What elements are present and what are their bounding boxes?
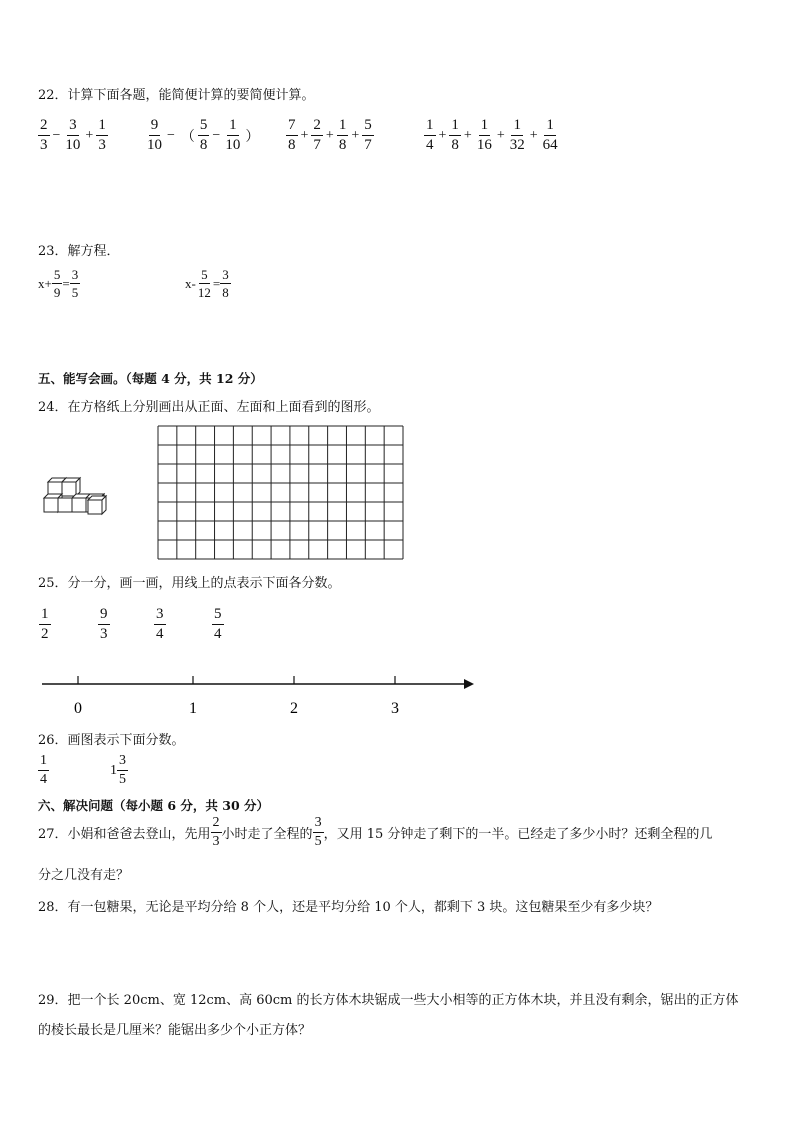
- fraction: $\frac{1}{8}$: [451, 117, 459, 153]
- q25-title: 25．分一分，画一画，用线上的点表示下面各分数。: [38, 576, 341, 591]
- q28-text: 28．有一包糖果，无论是平均分给 8 个人，还是平均分给 10 个人，都剩下 3 块。这包糖果至少有多少块？: [38, 900, 659, 915]
- fraction: $\frac{1}{3}$: [98, 117, 106, 153]
- arrow-right-icon: [464, 679, 474, 689]
- fraction: $\frac{1}{8}$: [338, 117, 347, 153]
- q29-line-2: 的棱长最长是几厘米？能锯出多少个小正方体？: [38, 1023, 312, 1038]
- section-6-heading: 六、解决问题（每小题 6 分，共 30 分）: [38, 798, 270, 813]
- q23-equation-2: x- $\frac{5}{12}$ = $\frac{3}{8}$: [185, 267, 229, 300]
- fraction: $\frac{2}{3}$: [212, 815, 220, 849]
- fraction: $\frac{3}{10}$: [65, 117, 81, 153]
- q25-fraction-4: $\frac{5}{4}$: [214, 606, 222, 642]
- fraction: $\frac{2}{3}$: [40, 117, 48, 153]
- q27-line-1: 27．小娟和爸爸去登山，先用 $\frac{2}{3}$ 小时走了全程的 $\frac{3}{5}$ ，又用 15 分钟走了剩下的一半。已经走了多少小时？还剩全程的几: [38, 815, 713, 849]
- fraction: $\frac{3}{5}$: [71, 267, 79, 300]
- fraction: $\frac{5}{8}$: [199, 117, 208, 153]
- q22-title: 22．计算下面各题，能简便计算的要简便计算。: [38, 88, 315, 103]
- q26-title: 26．画图表示下面分数。: [38, 733, 185, 748]
- fraction: $\frac{9}{10}$: [147, 117, 162, 153]
- tick-label-3: 3: [391, 700, 399, 717]
- tick-label-2: 2: [290, 700, 298, 717]
- q22-expr-1: $\frac{2}{3}$ − $\frac{3}{10}$ + $\frac{1}{3}$: [40, 117, 106, 153]
- fraction: $\frac{2}{7}$: [313, 117, 321, 153]
- q22-expr-3: $\frac{7}{8}$ + $\frac{2}{7}$ + $\frac{1}{8}$ + $\frac{5}{7}$: [288, 117, 372, 153]
- fraction: $\frac{7}{8}$: [288, 117, 296, 153]
- q26-mixed-number: 1 $\frac{3}{5}$: [110, 753, 126, 787]
- q27-line-2: 分之几没有走？: [38, 868, 130, 883]
- fraction: $\frac{5}{7}$: [364, 117, 372, 153]
- q26-fraction-1: $\frac{1}{4}$: [40, 753, 47, 787]
- q22-expr-4: $\frac{1}{4}$ + $\frac{1}{8}$ + $\frac{1}{16}$ + $\frac{1}{32}$ + $\frac{1}{64}$: [426, 117, 558, 153]
- fraction: $\frac{1}{4}$: [426, 117, 434, 153]
- q25-fraction-3: $\frac{3}{4}$: [156, 606, 164, 642]
- square-grid-paper[interactable]: [157, 425, 404, 560]
- fraction: $\frac{5}{9}$: [53, 267, 61, 300]
- fraction: $\frac{5}{12}$: [197, 267, 211, 300]
- q29-line-1: 29．把一个长 20cm、宽 12cm、高 60cm 的长方体木块锯成一些大小相等的正方体木块，并且没有剩余，锯出的正方体: [38, 993, 739, 1008]
- fraction: $\frac{1}{10}$: [225, 117, 241, 153]
- tick-label-1: 1: [189, 700, 197, 717]
- q25-fraction-2: $\frac{9}{3}$: [100, 606, 108, 642]
- cube-stack-figure: [40, 474, 120, 519]
- fraction: $\frac{3}{5}$: [314, 815, 322, 849]
- section-5-heading: 五、能写会画。（每题 4 分，共 12 分）: [38, 371, 263, 386]
- fraction: $\frac{1}{32}$: [509, 117, 525, 153]
- q22-expr-2: $\frac{9}{10}$ − （ $\frac{5}{8}$ − $\frac{1}{10}$ ）: [147, 117, 260, 153]
- fraction: $\frac{1}{16}$: [476, 117, 492, 153]
- fraction: $\frac{3}{8}$: [222, 267, 229, 300]
- number-line[interactable]: [38, 672, 480, 720]
- q24-title: 24．在方格纸上分别画出从正面、左面和上面看到的图形。: [38, 400, 380, 415]
- fraction: $\frac{1}{64}$: [542, 117, 558, 153]
- q25-fraction-1: $\frac{1}{2}$: [41, 606, 49, 642]
- q23-title: 23．解方程．: [38, 244, 120, 259]
- tick-label-0: 0: [74, 700, 82, 717]
- q23-equation-1: x+ $\frac{5}{9}$ = $\frac{3}{5}$: [38, 267, 79, 300]
